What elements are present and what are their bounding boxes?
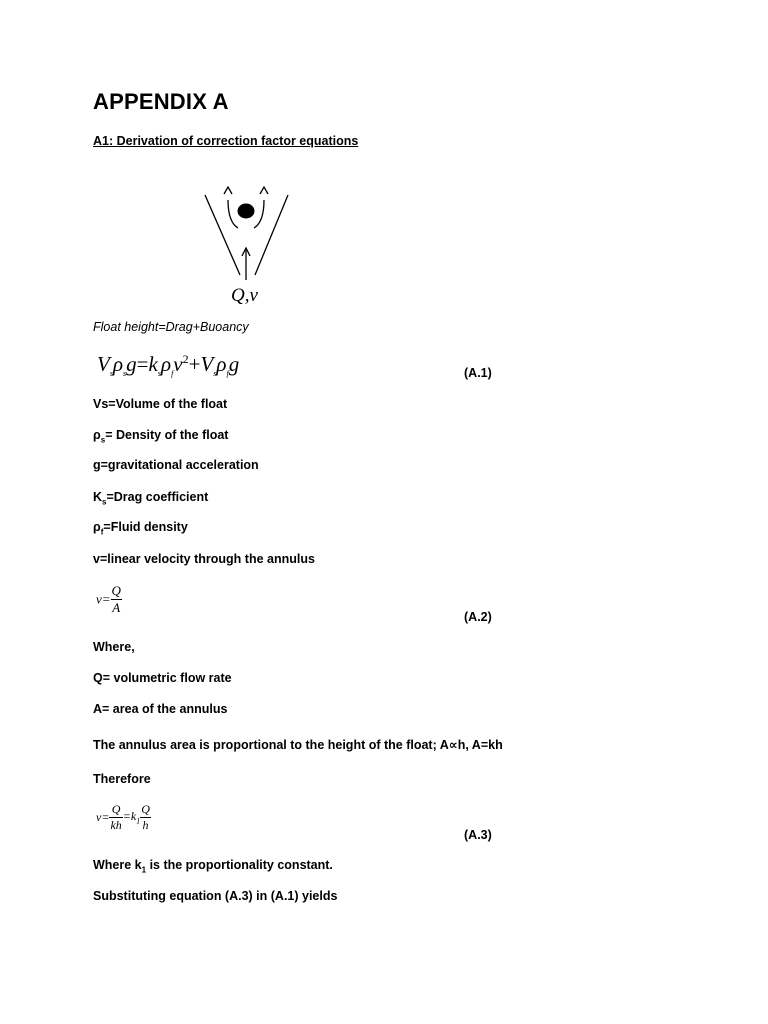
page-title: APPENDIX A — [93, 89, 229, 114]
tube-wall-left — [205, 195, 240, 275]
def-q: Q= volumetric flow rate — [93, 671, 232, 685]
def-g: g=gravitational acceleration — [93, 458, 259, 472]
equation-a2: v= $\frac{Q}{A}$ — [96, 583, 121, 615]
equation-a1: $V_s\rho_sg=k_s\rho_fv^2+V_s\rho_fg$ — [97, 352, 240, 379]
proportionality-text: The annulus area is proportional to the height of the float; A∝h, A=kh — [93, 738, 503, 752]
tube-wall-right — [255, 195, 288, 275]
arrowhead-right — [260, 187, 268, 194]
def-v: v=linear velocity through the annulus — [93, 552, 315, 566]
def-a: A= area of the annulus — [93, 702, 228, 716]
arrowhead-left — [224, 187, 232, 194]
equation-number-a2: (A.2) — [464, 610, 492, 624]
equation-a3: v= $\frac{Q}{kh}$ $=k_1$ $\frac{Q}{h}$ — [96, 802, 150, 832]
rotameter-diagram — [195, 180, 305, 310]
def-vs: Vs=Volume of the float — [93, 397, 228, 411]
section-heading: A1: Derivation of correction factor equations — [93, 134, 359, 148]
def-rho-s: $\rho_s=$ Density of the float — [93, 428, 229, 445]
flow-arrow-left — [228, 200, 238, 228]
float-height-label: Float height=Drag+Buoancy — [93, 320, 249, 334]
flow-label: Q,v — [231, 285, 258, 306]
k1-definition: Where $k_1$ is the proportionality constant. — [93, 858, 333, 875]
substitution-text: Substituting equation (A.3) in (A.1) yields — [93, 889, 338, 903]
flow-arrow-right — [254, 200, 264, 228]
def-ks: $K_s=Drag$ coefficient — [93, 490, 209, 507]
equation-number-a3: (A.3) — [464, 828, 492, 842]
def-rho-f: $\rho_f=Fluid$ density — [93, 520, 188, 537]
equation-number-a1: (A.1) — [464, 366, 492, 380]
therefore-label: Therefore — [93, 772, 151, 786]
where-label: Where, — [93, 640, 135, 654]
float-ball — [238, 204, 255, 219]
